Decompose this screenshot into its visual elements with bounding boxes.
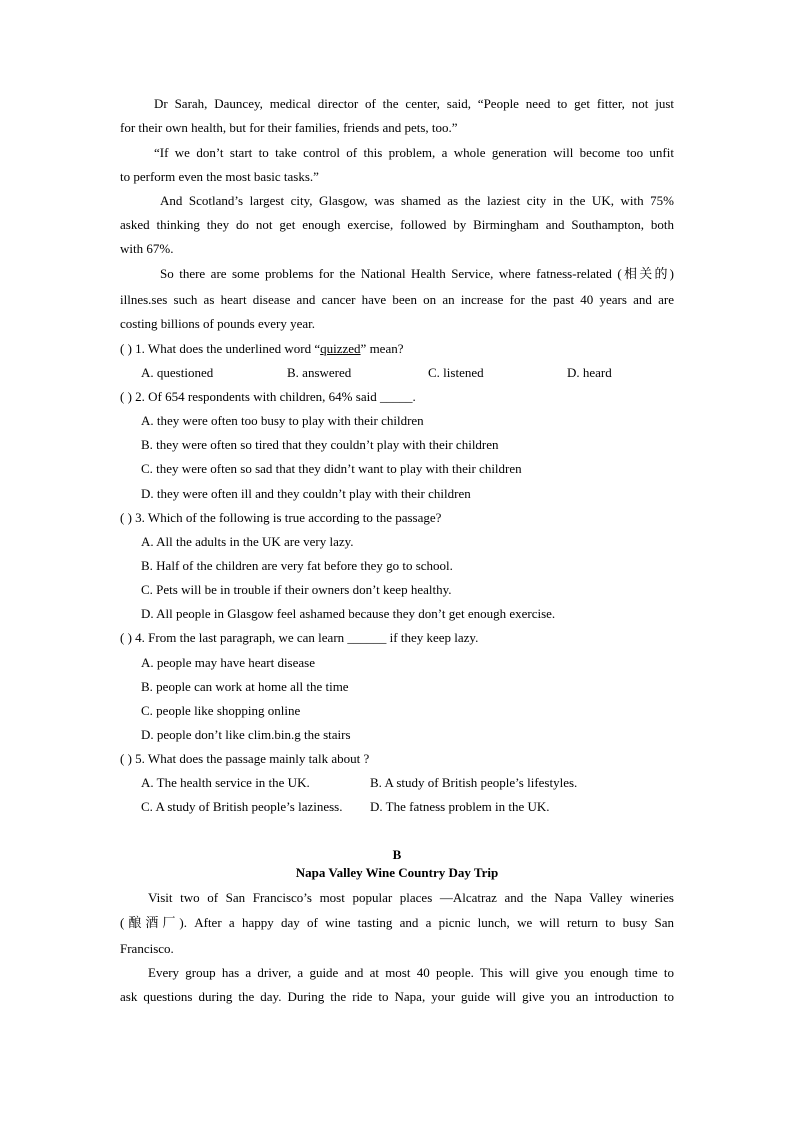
section-b-title: Napa Valley Wine Country Day Trip: [295, 865, 499, 880]
question-3-option-b: B. Half of the children are very fat before they go to school.: [141, 558, 453, 573]
passage-a-p3-line1: And Scotland’s largest city, Glasgow, was shamed as the laziest city in the UK, with 75%: [160, 193, 674, 208]
passage-a-p4-line2: illnes.ses such as heart disease and cancer have been on an increase for the past 40 years and are: [120, 292, 674, 307]
section-b-label: B: [392, 847, 402, 862]
question-3-option-d: D. All people in Glasgow feel ashamed because they don’t get enough exercise.: [141, 606, 556, 621]
passage-a-p2-line2: to perform even the most basic tasks.”: [120, 169, 319, 184]
question-4-stem: ( ) 4. From the last paragraph, we can learn ______ if they keep lazy.: [120, 630, 479, 645]
question-1-option-b: B. answered: [287, 365, 352, 380]
question-2-option-d: D. they were often ill and they couldn’t play with their children: [141, 486, 471, 501]
passage-a-p3-line2: asked thinking they do not get enough exercise, followed by Birmingham and Southampton, both: [120, 217, 674, 232]
passage-a-p2-line1: “If we don’t start to take control of this problem, a whole generation will become too unfit: [154, 145, 674, 160]
passage-a-p1-line2: for their own health, but for their families, friends and pets, too.”: [120, 120, 458, 135]
passage-a-p4-line3: costing billions of pounds every year.: [120, 316, 315, 331]
question-1-option-a: A. questioned: [141, 365, 214, 380]
question-1-option-c: C. listened: [428, 365, 484, 380]
underlined-word: quizzed: [320, 341, 361, 356]
question-2-stem: ( ) 2. Of 654 respondents with children, 64% said _____.: [120, 389, 416, 404]
question-5-option-d: D. The fatness problem in the UK.: [370, 799, 550, 814]
question-5-option-a: A. The health service in the UK.: [141, 775, 310, 790]
question-1-stem-post: ” mean?: [360, 341, 404, 356]
passage-b-p1-line1: Visit two of San Francisco’s most popular places —Alcatraz and the Napa Valley wineries: [148, 890, 674, 905]
question-5-option-c: C. A study of British people’s laziness.: [141, 799, 343, 814]
passage-b-p2-line1: Every group has a driver, a guide and at most 40 people. This will give you enough time to: [148, 965, 674, 980]
question-4-option-c: C. people like shopping online: [141, 703, 301, 718]
passage-a-p3-line3: with 67%.: [120, 241, 174, 256]
question-3-option-a: A. All the adults in the UK are very lazy.: [141, 534, 354, 549]
passage-b-p1-line3: Francisco.: [120, 941, 174, 956]
question-1-stem: [120, 337, 404, 361]
question-2-option-a: A. they were often too busy to play with their children: [141, 413, 424, 428]
question-5-stem: ( ) 5. What does the passage mainly talk about ?: [120, 751, 370, 766]
question-4-option-b: B. people can work at home all the time: [141, 679, 349, 694]
passage-a-p4-line1: So there are some problems for the National Health Service, where fatness-related (相关的): [160, 266, 674, 281]
question-3-option-c: C. Pets will be in trouble if their owners don’t keep healthy.: [141, 582, 452, 597]
question-3-stem: ( ) 3. Which of the following is true according to the passage?: [120, 510, 442, 525]
question-1-stem-pre: ( ) 1. What does the underlined word “: [120, 341, 321, 356]
question-4-option-a: A. people may have heart disease: [141, 655, 315, 670]
question-4-option-d: D. people don’t like clim.bin.g the stairs: [141, 727, 351, 742]
passage-b-p1-line2: (酿酒厂). After a happy day of wine tasting and a picnic lunch, we will return to busy San: [120, 915, 674, 930]
question-2-option-b: B. they were often so tired that they couldn’t play with their children: [141, 437, 499, 452]
passage-a-p1-line1: Dr Sarah, Dauncey, medical director of the center, said, “People need to get fitter, not just: [154, 96, 674, 111]
question-5-option-b: B. A study of British people’s lifestyles.: [370, 775, 578, 790]
question-1-option-d: D. heard: [567, 365, 612, 380]
passage-b-p2-line2: ask questions during the day. During the ride to Napa, your guide will give you an introduction to: [120, 989, 674, 1004]
question-2-option-c: C. they were often so sad that they didn’t want to play with their children: [141, 461, 522, 476]
